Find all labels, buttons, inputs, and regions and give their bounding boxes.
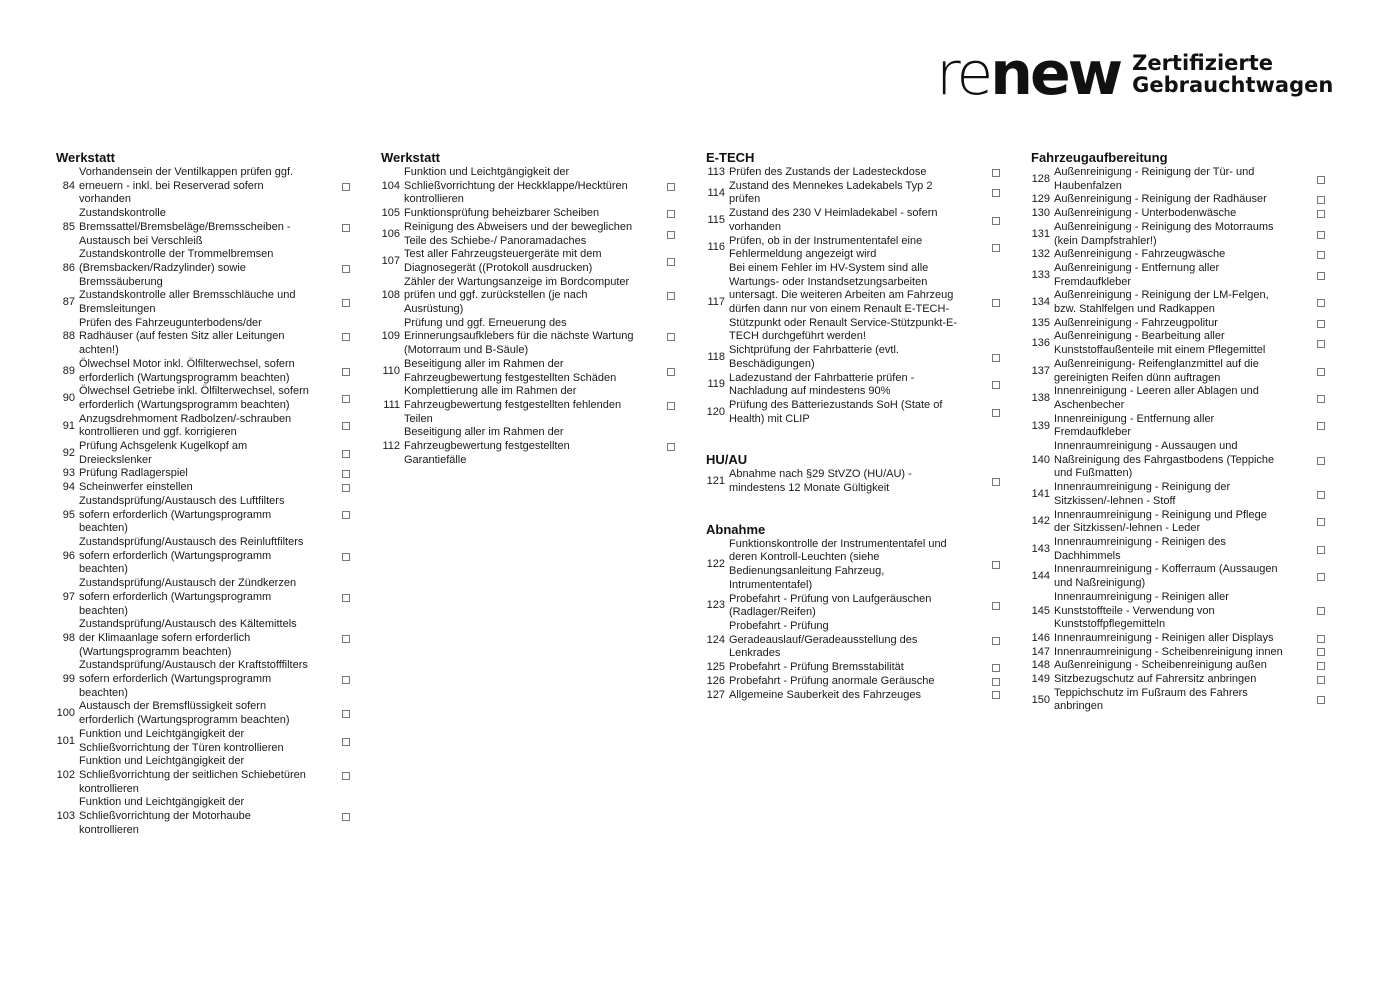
item-checkbox[interactable] [1317, 231, 1325, 239]
item-text: Teppichschutz im Fußraum des Fahrers anbringen [1054, 686, 1248, 713]
item-number: 100 [56, 707, 75, 720]
item-number: 135 [1031, 316, 1050, 329]
item-number: 149 [1031, 673, 1050, 686]
item-text: Abnahme nach §29 StVZO (HU/AU) - mindestens 12 Monate Gültigkeit [729, 468, 912, 495]
item-text: Innenraumreinigung - Reinigen aller Kunststoffteile - Verwendung von Kunststoffpflegemitteln [1054, 590, 1229, 631]
item-text: Beseitigung aller im Rahmen der Fahrzeugbewertung festgestellten Schäden [404, 357, 617, 384]
item-number: 111 [383, 398, 400, 411]
checklist-item [381, 385, 681, 426]
item-number: 132 [1031, 248, 1050, 261]
item-checkbox[interactable] [342, 368, 350, 376]
checklist-item [706, 399, 1006, 426]
item-checkbox[interactable] [342, 594, 350, 602]
checklist-item [1031, 358, 1331, 385]
item-number: 103 [56, 810, 75, 823]
item-text: Probefahrt - Prüfung Geradeauslauf/Geradeausstellung des Lenkrades [729, 619, 918, 660]
item-checkbox[interactable] [342, 813, 350, 821]
renew-logo [936, 39, 1334, 109]
checklist-item [706, 262, 1006, 344]
checklist-item [381, 426, 681, 467]
item-checkbox[interactable] [342, 450, 350, 458]
item-number: 129 [1031, 193, 1050, 206]
checklist-item [56, 358, 356, 385]
item-checkbox[interactable] [992, 637, 1000, 645]
item-checkbox[interactable] [1317, 196, 1325, 204]
item-text: Zustandskontrolle Bremssattel/Bremsbeläge/Bremsscheiben - Austausch bei Verschleiß [79, 207, 291, 247]
checklist-item [1031, 687, 1331, 714]
checklist-item [1031, 385, 1331, 412]
checklist-item [1031, 646, 1331, 660]
item-text: Scheinwerfer einstellen [79, 481, 193, 494]
item-checkbox[interactable] [1317, 210, 1325, 218]
checklist-item [1031, 330, 1331, 357]
item-number: 86 [62, 261, 75, 274]
item-text: Außenreinigung - Reinigung der Radhäuser [1054, 193, 1267, 206]
item-checkbox[interactable] [1317, 395, 1325, 403]
item-text: Probefahrt - Prüfung anormale Geräusche [729, 674, 935, 687]
item-text: Zustandsprüfung/Austausch des Kältemittels der Klimaanlage sofern erforderlich (Wartungsprogramm beachten) [79, 618, 297, 658]
checklist-item [381, 221, 681, 248]
item-checkbox[interactable] [992, 217, 1000, 225]
item-checkbox[interactable] [1317, 422, 1325, 430]
item-text: Zustandsprüfung/Austausch des Luftfilters sofern erforderlich (Wartungsprogramm beachten) [79, 494, 285, 535]
item-checkbox[interactable] [342, 553, 350, 561]
item-text: Außenreinigung - Entfernung aller Fremdaufkleber [1054, 261, 1220, 288]
item-text: Außenreinigung - Fahrzeugwäsche [1054, 248, 1226, 261]
item-checkbox[interactable] [992, 409, 1000, 417]
checklist-item [56, 618, 356, 659]
item-text: Außenreinigung - Reinigung der LM-Felgen, bzw. Stahlfelgen und Radkappen [1054, 289, 1269, 316]
item-text: Probefahrt - Prüfung Bremsstabilität [729, 661, 904, 674]
item-text: Außenreinigung - Bearbeitung aller Kunststoffaußenteile mit einem Pflegemittel [1054, 330, 1266, 357]
item-text: Innenraumreinigung - Reinigung der Sitzkissen/-lehnen - Stoff [1054, 481, 1231, 507]
item-checkbox[interactable] [992, 664, 1000, 672]
item-number: 148 [1031, 659, 1050, 672]
item-text: Zustandsprüfung/Austausch der Zündkerzen sofern erforderlich (Wartungsprogramm beachten) [79, 577, 297, 617]
checklist-item [1031, 221, 1331, 248]
checklist-item [56, 796, 356, 837]
item-text: Probefahrt - Prüfung von Laufgeräuschen (Radlager/Reifen) [729, 592, 932, 619]
item-number: 140 [1031, 453, 1050, 466]
item-text: Test aller Fahrzeugsteuergeräte mit dem Diagnosegerät ((Protokoll ausdrucken) [404, 248, 602, 274]
item-text: Sitzbezugschutz auf Fahrersitz anbringen [1054, 673, 1257, 686]
item-checkbox[interactable] [1317, 320, 1325, 328]
checklist-section [706, 166, 1006, 426]
section-heading: Abnahme [706, 521, 766, 537]
item-checkbox[interactable] [342, 772, 350, 780]
checklist-item [706, 166, 1006, 180]
item-text: Prüfen, ob in der Instrumententafel eine Fehlermeldung angezeigt wird [729, 234, 923, 261]
item-text: Innenraumreinigung - Scheibenreinigung innen [1054, 645, 1283, 658]
item-number: 95 [62, 508, 75, 521]
item-text: Zustandskontrolle aller Bremsschläuche und Bremsleitungen [79, 289, 296, 316]
checklist-section [381, 166, 681, 467]
item-checkbox[interactable] [992, 189, 1000, 197]
item-checkbox[interactable] [992, 354, 1000, 362]
item-text: Außenreinigung- Reifenglanzmittel auf die gereinigten Reifen dünn auftragen [1054, 357, 1259, 384]
tagline-line-2: Gebrauchtwagen [1132, 73, 1334, 97]
item-number: 117 [707, 296, 725, 309]
checklist-item [1031, 563, 1331, 590]
item-checkbox[interactable] [1317, 340, 1325, 348]
item-checkbox[interactable] [1317, 368, 1325, 376]
item-checkbox[interactable] [1317, 648, 1325, 656]
checklist-item [1031, 481, 1331, 508]
section-heading: Fahrzeugaufbereitung [1031, 150, 1168, 165]
checklist-section [56, 166, 356, 837]
checklist-item [706, 468, 1006, 495]
item-checkbox[interactable] [667, 402, 675, 410]
checklist-item [381, 248, 681, 275]
item-number: 96 [62, 549, 75, 562]
checklist-item [1031, 317, 1331, 331]
checklist-item [706, 689, 1006, 703]
item-number: 110 [382, 364, 400, 377]
item-number: 93 [62, 467, 75, 480]
item-checkbox[interactable] [342, 422, 350, 430]
item-checkbox[interactable] [1317, 457, 1325, 465]
item-text: Komplettierung alle im Rahmen der Fahrzeugbewertung festgestellten fehlenden Teilen [404, 385, 622, 425]
item-number: 104 [381, 179, 400, 192]
checklist-item [706, 235, 1006, 262]
item-text: Prüfen des Zustands der Ladesteckdose [729, 166, 927, 178]
item-number: 144 [1031, 570, 1050, 583]
checklist-item [56, 700, 356, 727]
item-text: Anzugsdrehmoment Radbolzen/-schrauben kontrollieren und ggf. korrigieren [79, 412, 292, 439]
item-number: 124 [706, 633, 725, 646]
item-text: Ölwechsel Getriebe inkl. Ölfilterwechsel, sofern erforderlich (Wartungsprogramm beachten) [79, 385, 309, 411]
item-text: Zustandskontrolle der Trommelbremsen (Bremsbacken/Radzylinder) sowie Bremssäuberung [79, 248, 274, 288]
item-checkbox[interactable] [342, 511, 350, 519]
item-text: Funktionsprüfung beheizbarer Scheiben [404, 207, 600, 220]
checklist-item [56, 728, 356, 755]
checklist-item [1031, 248, 1331, 262]
item-number: 120 [706, 405, 725, 418]
item-text: Sichtprüfung der Fahrbatterie (evtl. Beschädigungen) [729, 344, 899, 370]
item-number: 130 [1031, 207, 1050, 220]
checklist-item [56, 536, 356, 577]
item-number: 119 [707, 378, 725, 391]
item-checkbox[interactable] [342, 484, 350, 492]
item-number: 112 [382, 440, 400, 453]
item-number: 137 [1031, 364, 1050, 377]
item-number: 145 [1031, 604, 1050, 617]
logo-tagline [1132, 52, 1333, 96]
item-text: Innenraumreinigung - Reinigen aller Displays [1054, 631, 1274, 644]
checklist-section [1031, 166, 1331, 714]
item-number: 133 [1031, 268, 1050, 281]
item-number: 85 [62, 220, 75, 233]
item-text: Allgemeine Sauberkeit des Fahrzeuges [729, 688, 922, 701]
item-text: Funktion und Leichtgängigkeit der Schließvorrichtung der seitlichen Schiebetüren kontrollieren [79, 755, 306, 795]
section-heading: HU/AU [706, 452, 748, 468]
checklist-item [1031, 591, 1331, 632]
item-text: Funktion und Leichtgängigkeit der Schließvorrichtung der Motorhaube kontrollieren [79, 796, 251, 836]
item-checkbox[interactable] [1317, 518, 1325, 526]
item-text: Austausch der Bremsflüssigkeit sofern erforderlich (Wartungsprogramm beachten) [79, 700, 290, 727]
item-checkbox[interactable] [1317, 635, 1325, 643]
item-checkbox[interactable] [992, 381, 1000, 389]
item-checkbox[interactable] [992, 602, 1000, 610]
item-number: 101 [56, 734, 75, 747]
item-text: Prüfung des Batteriezustands SoH (State of Health) mit CLIP [729, 398, 943, 425]
checklist-item [706, 538, 1006, 593]
item-number: 90 [62, 392, 75, 405]
item-number: 116 [707, 241, 725, 254]
checklist-item [706, 180, 1006, 207]
item-number: 122 [706, 558, 725, 571]
item-number: 91 [62, 419, 75, 432]
checklist-section [706, 468, 1006, 495]
checklist-item [381, 207, 681, 221]
item-checkbox[interactable] [342, 183, 350, 191]
item-checkbox[interactable] [1317, 299, 1325, 307]
checklist-item [706, 620, 1006, 661]
wordmark-re: re [936, 39, 991, 109]
checklist-item [1031, 262, 1331, 289]
checklist-item [56, 166, 356, 207]
item-number: 139 [1031, 419, 1050, 432]
item-text: Zustand des Mennekes Ladekabels Typ 2 prüfen [729, 179, 933, 206]
item-checkbox[interactable] [667, 292, 675, 300]
item-checkbox[interactable] [992, 244, 1000, 252]
checklist-item [1031, 659, 1331, 673]
item-text: Außenreinigung - Reinigung der Tür- und Haubenfalzen [1054, 166, 1255, 192]
section-heading: E-TECH [706, 150, 755, 165]
item-text: Reinigung des Abweisers und der beweglichen Teile des Schiebe-/ Panoramadaches [404, 220, 633, 247]
item-number: 114 [707, 186, 725, 199]
item-number: 121 [706, 475, 725, 488]
checklist-item [56, 413, 356, 440]
checklist-item [706, 675, 1006, 689]
checklist-item [381, 166, 681, 207]
checklist-item [1031, 440, 1331, 481]
item-number: 102 [56, 768, 75, 781]
item-checkbox[interactable] [992, 561, 1000, 569]
item-checkbox[interactable] [1317, 251, 1325, 259]
item-number: 108 [381, 289, 400, 302]
item-number: 125 [706, 661, 725, 674]
item-checkbox[interactable] [342, 265, 350, 273]
item-number: 97 [62, 590, 75, 603]
checklist-column [381, 150, 681, 467]
renew-wordmark [936, 39, 1121, 109]
checklist-item [56, 248, 356, 289]
item-text: Funktion und Leichtgängigkeit der Schließvorrichtung der Heckklappe/Hecktüren kontrollieren [404, 166, 628, 206]
item-checkbox[interactable] [342, 224, 350, 232]
item-number: 123 [706, 599, 725, 612]
checklist-item [1031, 193, 1331, 207]
item-text: Bei einem Fehler im HV-System sind alle Wartungs- oder Instandsetzungsarbeiten untersagt. Die weiteren Arbeiten am Fahrzeug dürfen dann nur von einem Renault E-TECH-Stützpunkt oder Renault Service-Stützpunkt-E-TECH durchgeführt werden! [729, 261, 958, 343]
item-number: 147 [1031, 645, 1050, 658]
item-checkbox[interactable] [1317, 607, 1325, 615]
item-checkbox[interactable] [667, 183, 675, 191]
item-checkbox[interactable] [667, 368, 675, 376]
checklist-column [706, 150, 1006, 702]
item-checkbox[interactable] [1317, 491, 1325, 499]
checklist-item [56, 289, 356, 316]
checklist-item [1031, 632, 1331, 646]
item-checkbox[interactable] [342, 710, 350, 718]
item-text: Außenreinigung - Fahrzeugpolitur [1054, 316, 1218, 329]
item-checkbox[interactable] [342, 299, 350, 307]
checklist-item [56, 467, 356, 481]
item-checkbox[interactable] [992, 691, 1000, 699]
item-text: Prüfen des Fahrzeugunterbodens/der Radhäuser (auf festen Sitz aller Leitungen achten!) [79, 316, 285, 357]
item-text: Außenreinigung - Unterbodenwäsche [1054, 207, 1237, 220]
section-heading: Werkstatt [56, 150, 116, 165]
item-text: Innenraumreinigung - Reinigung und Pflege der Sitzkissen/-lehnen - Leder [1054, 508, 1267, 535]
item-number: 109 [381, 330, 400, 343]
item-number: 127 [706, 688, 725, 701]
item-text: Innenraumreinigung - Reinigen des Dachhimmels [1054, 535, 1226, 562]
item-number: 115 [707, 213, 725, 226]
item-checkbox[interactable] [667, 333, 675, 341]
item-checkbox[interactable] [667, 443, 675, 451]
item-checkbox[interactable] [992, 299, 1000, 307]
item-number: 118 [707, 350, 725, 363]
item-number: 107 [381, 255, 400, 268]
item-text: Innenraumreinigung - Kofferraum (Aussaugen und Naßreinigung) [1054, 563, 1278, 590]
item-checkbox[interactable] [342, 395, 350, 403]
item-checkbox[interactable] [1317, 176, 1325, 184]
item-checkbox[interactable] [342, 470, 350, 478]
item-text: Innenreinigung - Entfernung aller Fremdaufkleber [1054, 412, 1215, 439]
item-text: Außenreinigung - Scheibenreinigung außen [1054, 659, 1267, 672]
item-text: Ladezustand der Fahrbatterie prüfen - Nachladung auf mindestens 90% [729, 371, 915, 398]
item-number: 150 [1031, 693, 1050, 706]
checklist-item [1031, 207, 1331, 221]
item-number: 98 [62, 631, 75, 644]
item-text: Funktion und Leichtgängigkeit der Schließvorrichtung der Türen kontrollieren [79, 727, 284, 754]
item-text: Beseitigung aller im Rahmen der Fahrzeugbewertung festgestellten Garantiefälle [404, 426, 570, 466]
item-checkbox[interactable] [667, 210, 675, 218]
item-text: Vorhandensein der Ventilkappen prüfen ggf. erneuern - inkl. bei Reserverad sofern vorhanden [79, 166, 294, 206]
item-number: 106 [381, 227, 400, 240]
wordmark-new: new [990, 39, 1121, 109]
checklist-item [56, 577, 356, 618]
item-checkbox[interactable] [992, 478, 1000, 486]
item-number: 84 [62, 179, 75, 192]
item-number: 94 [62, 481, 75, 494]
checklist-item [56, 317, 356, 358]
checklist-column [56, 150, 356, 837]
item-text: Funktionskontrolle der Instrumententafel und deren Kontroll-Leuchten (siehe Bedienungsanleitung Fahrzeug, Intrumententafel) [729, 537, 947, 591]
section-heading: Werkstatt [381, 150, 441, 165]
checklist-item [56, 385, 356, 412]
item-text: Ölwechsel Motor inkl. Ölfilterwechsel, sofern erforderlich (Wartungsprogramm beachten) [79, 357, 295, 384]
item-checkbox[interactable] [992, 169, 1000, 177]
item-number: 136 [1031, 337, 1050, 350]
item-checkbox[interactable] [992, 678, 1000, 686]
item-checkbox[interactable] [342, 635, 350, 643]
checklist-item [381, 358, 681, 385]
item-checkbox[interactable] [1317, 272, 1325, 280]
checklist-item [1031, 509, 1331, 536]
item-text: Zustandsprüfung/Austausch des Reinluftfilters sofern erforderlich (Wartungsprogramm beachten) [79, 535, 304, 576]
item-number: 128 [1031, 172, 1050, 185]
item-number: 138 [1031, 392, 1050, 405]
checklist-item [706, 593, 1006, 620]
item-number: 142 [1031, 515, 1050, 528]
checklist-item [706, 207, 1006, 234]
checklist-item [56, 440, 356, 467]
item-checkbox[interactable] [342, 333, 350, 341]
item-number: 134 [1031, 296, 1050, 309]
checklist-item [381, 276, 681, 317]
checklist-item [56, 659, 356, 700]
item-checkbox[interactable] [1317, 573, 1325, 581]
item-text: Prüfung Achsgelenk Kugelkopf am Dreieckslenker [79, 440, 248, 466]
checklist-item [1031, 673, 1331, 687]
checklist-item [381, 317, 681, 358]
checklist-item [56, 207, 356, 248]
item-number: 146 [1031, 631, 1050, 644]
checklist-section [706, 538, 1006, 702]
item-text: Prüfung und ggf. Erneuerung des Erinnerungsaufklebers für die nächste Wartung (Motorraum und B-Säule) [404, 316, 634, 357]
checklist-item [706, 344, 1006, 371]
checklist-item [56, 495, 356, 536]
checklist-item [56, 481, 356, 495]
checklist-item [56, 755, 356, 796]
item-number: 143 [1031, 542, 1050, 555]
item-checkbox[interactable] [342, 738, 350, 746]
item-text: Zustand des 230 V Heimladekabel - sofern vorhanden [729, 207, 938, 233]
item-checkbox[interactable] [667, 258, 675, 266]
item-text: Zähler der Wartungsanzeige im Bordcomputer prüfen und ggf. zurückstellen (je nach Ausrüstung) [404, 275, 630, 316]
checklist-item [1031, 289, 1331, 316]
item-checkbox[interactable] [1317, 662, 1325, 670]
item-text: Außenreinigung - Reinigung des Motorraums (kein Dampfstrahler!) [1054, 220, 1274, 247]
item-number: 89 [62, 364, 75, 377]
item-number: 88 [62, 330, 75, 343]
item-text: Prüfung Radlagerspiel [79, 467, 188, 480]
tagline-line-1: Zertifizierte [1132, 51, 1274, 75]
item-number: 131 [1031, 227, 1050, 240]
checklist-item [1031, 536, 1331, 563]
checklist-item [706, 372, 1006, 399]
item-number: 126 [706, 674, 725, 687]
checklist-item [706, 661, 1006, 675]
item-number: 92 [62, 446, 75, 459]
item-checkbox[interactable] [1317, 676, 1325, 684]
item-text: Innenreinigung - Leeren aller Ablagen und Aschenbecher [1054, 385, 1259, 411]
checklist-item [1031, 413, 1331, 440]
checklist-column [1031, 150, 1331, 714]
item-number: 105 [381, 207, 400, 220]
item-text: Innenraumreinigung - Aussaugen und Naßreinigung des Fahrgastbodens (Teppiche und Fußmatten) [1054, 440, 1275, 480]
item-checkbox[interactable] [342, 676, 350, 684]
item-number: 87 [62, 296, 75, 309]
item-number: 99 [62, 673, 75, 686]
checklist-item [1031, 166, 1331, 193]
item-checkbox[interactable] [1317, 696, 1325, 704]
item-number: 113 [707, 166, 725, 178]
item-checkbox[interactable] [1317, 546, 1325, 554]
item-checkbox[interactable] [667, 231, 675, 239]
item-text: Zustandsprüfung/Austausch der Kraftstofffilters sofern erforderlich (Wartungsprogramm beachten) [79, 659, 308, 699]
item-number: 141 [1031, 488, 1050, 501]
